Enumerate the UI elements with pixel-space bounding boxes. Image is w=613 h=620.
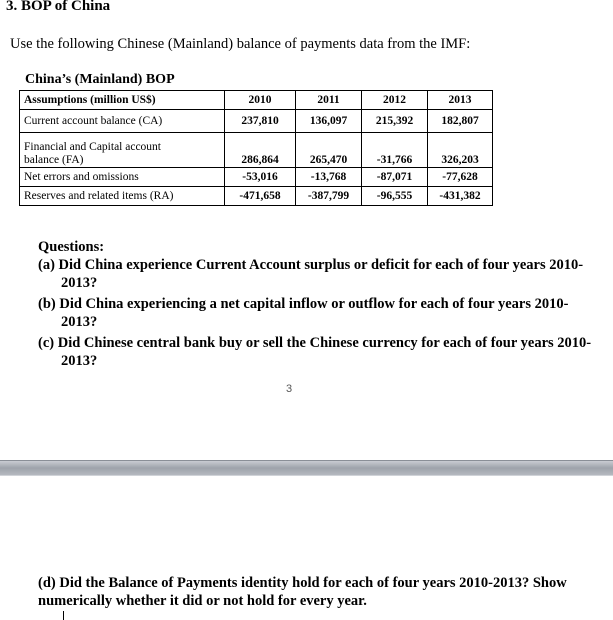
row-label: Net errors and omissions [20,168,225,187]
questions-section [38,238,598,373]
question-c [38,334,598,370]
table-cell: -77,628 [428,168,493,187]
header-year: 2013 [428,91,493,110]
table-cell: 136,097 [296,110,362,133]
table-cell: 237,810 [225,110,296,133]
page-number: 3 [286,383,293,395]
page-separator [0,460,613,476]
question-text: (c) Did Chinese central bank buy or sell the Chinese currency for each of four years 2010-2013? [38,335,592,369]
table-header-row [20,91,493,110]
table-cell: -96,555 [362,187,428,206]
table-cell: 286,864 [225,133,296,168]
row-label-line: Financial and Capital account [24,141,161,153]
row-label: Current account balance (CA) [20,110,225,133]
row-label [20,133,225,168]
table-cell: 215,392 [362,110,428,133]
header-year: 2012 [362,91,428,110]
question-b [38,295,598,331]
question-a [38,256,598,292]
row-label: Reserves and related items (RA) [20,187,225,206]
intro-text: Use the following Chinese (Mainland) balance of payments data from the IMF: [10,36,471,52]
header-year: 2010 [225,91,296,110]
table-row [20,133,493,168]
question-text: (a) Did China experience Current Account surplus or deficit for each of four years 2010-2013? [38,257,584,291]
table-cell: 265,470 [296,133,362,168]
section-heading: 3. BOP of China [6,0,111,14]
table-cell: -53,016 [225,168,296,187]
header-label: Assumptions (million US$) [20,91,225,110]
table-row [20,110,493,133]
table-cell: -31,766 [362,133,428,168]
questions-title: Questions: [38,239,105,255]
question-d[interactable] [38,574,603,610]
table-row [20,168,493,187]
question-text: (b) Did China experiencing a net capital inflow or outflow for each of four years 2010-2013? [38,296,569,330]
header-year: 2011 [296,91,362,110]
row-label-line: balance (FA) [24,154,84,166]
table-cell: -87,071 [362,168,428,187]
table-cell: 182,807 [428,110,493,133]
table-cell: 326,203 [428,133,493,168]
table-cell: -13,768 [296,168,362,187]
bop-table [19,90,493,206]
question-text: (d) Did the Balance of Payments identity hold for each of four years 2010-2013? Show numerically whether it did or not hold for every year. [38,575,567,609]
table-title: China’s (Mainland) BOP [25,72,175,87]
table-cell: -431,382 [428,187,493,206]
table-row [20,187,493,206]
table-cell: -471,658 [225,187,296,206]
table-cell: -387,799 [296,187,362,206]
